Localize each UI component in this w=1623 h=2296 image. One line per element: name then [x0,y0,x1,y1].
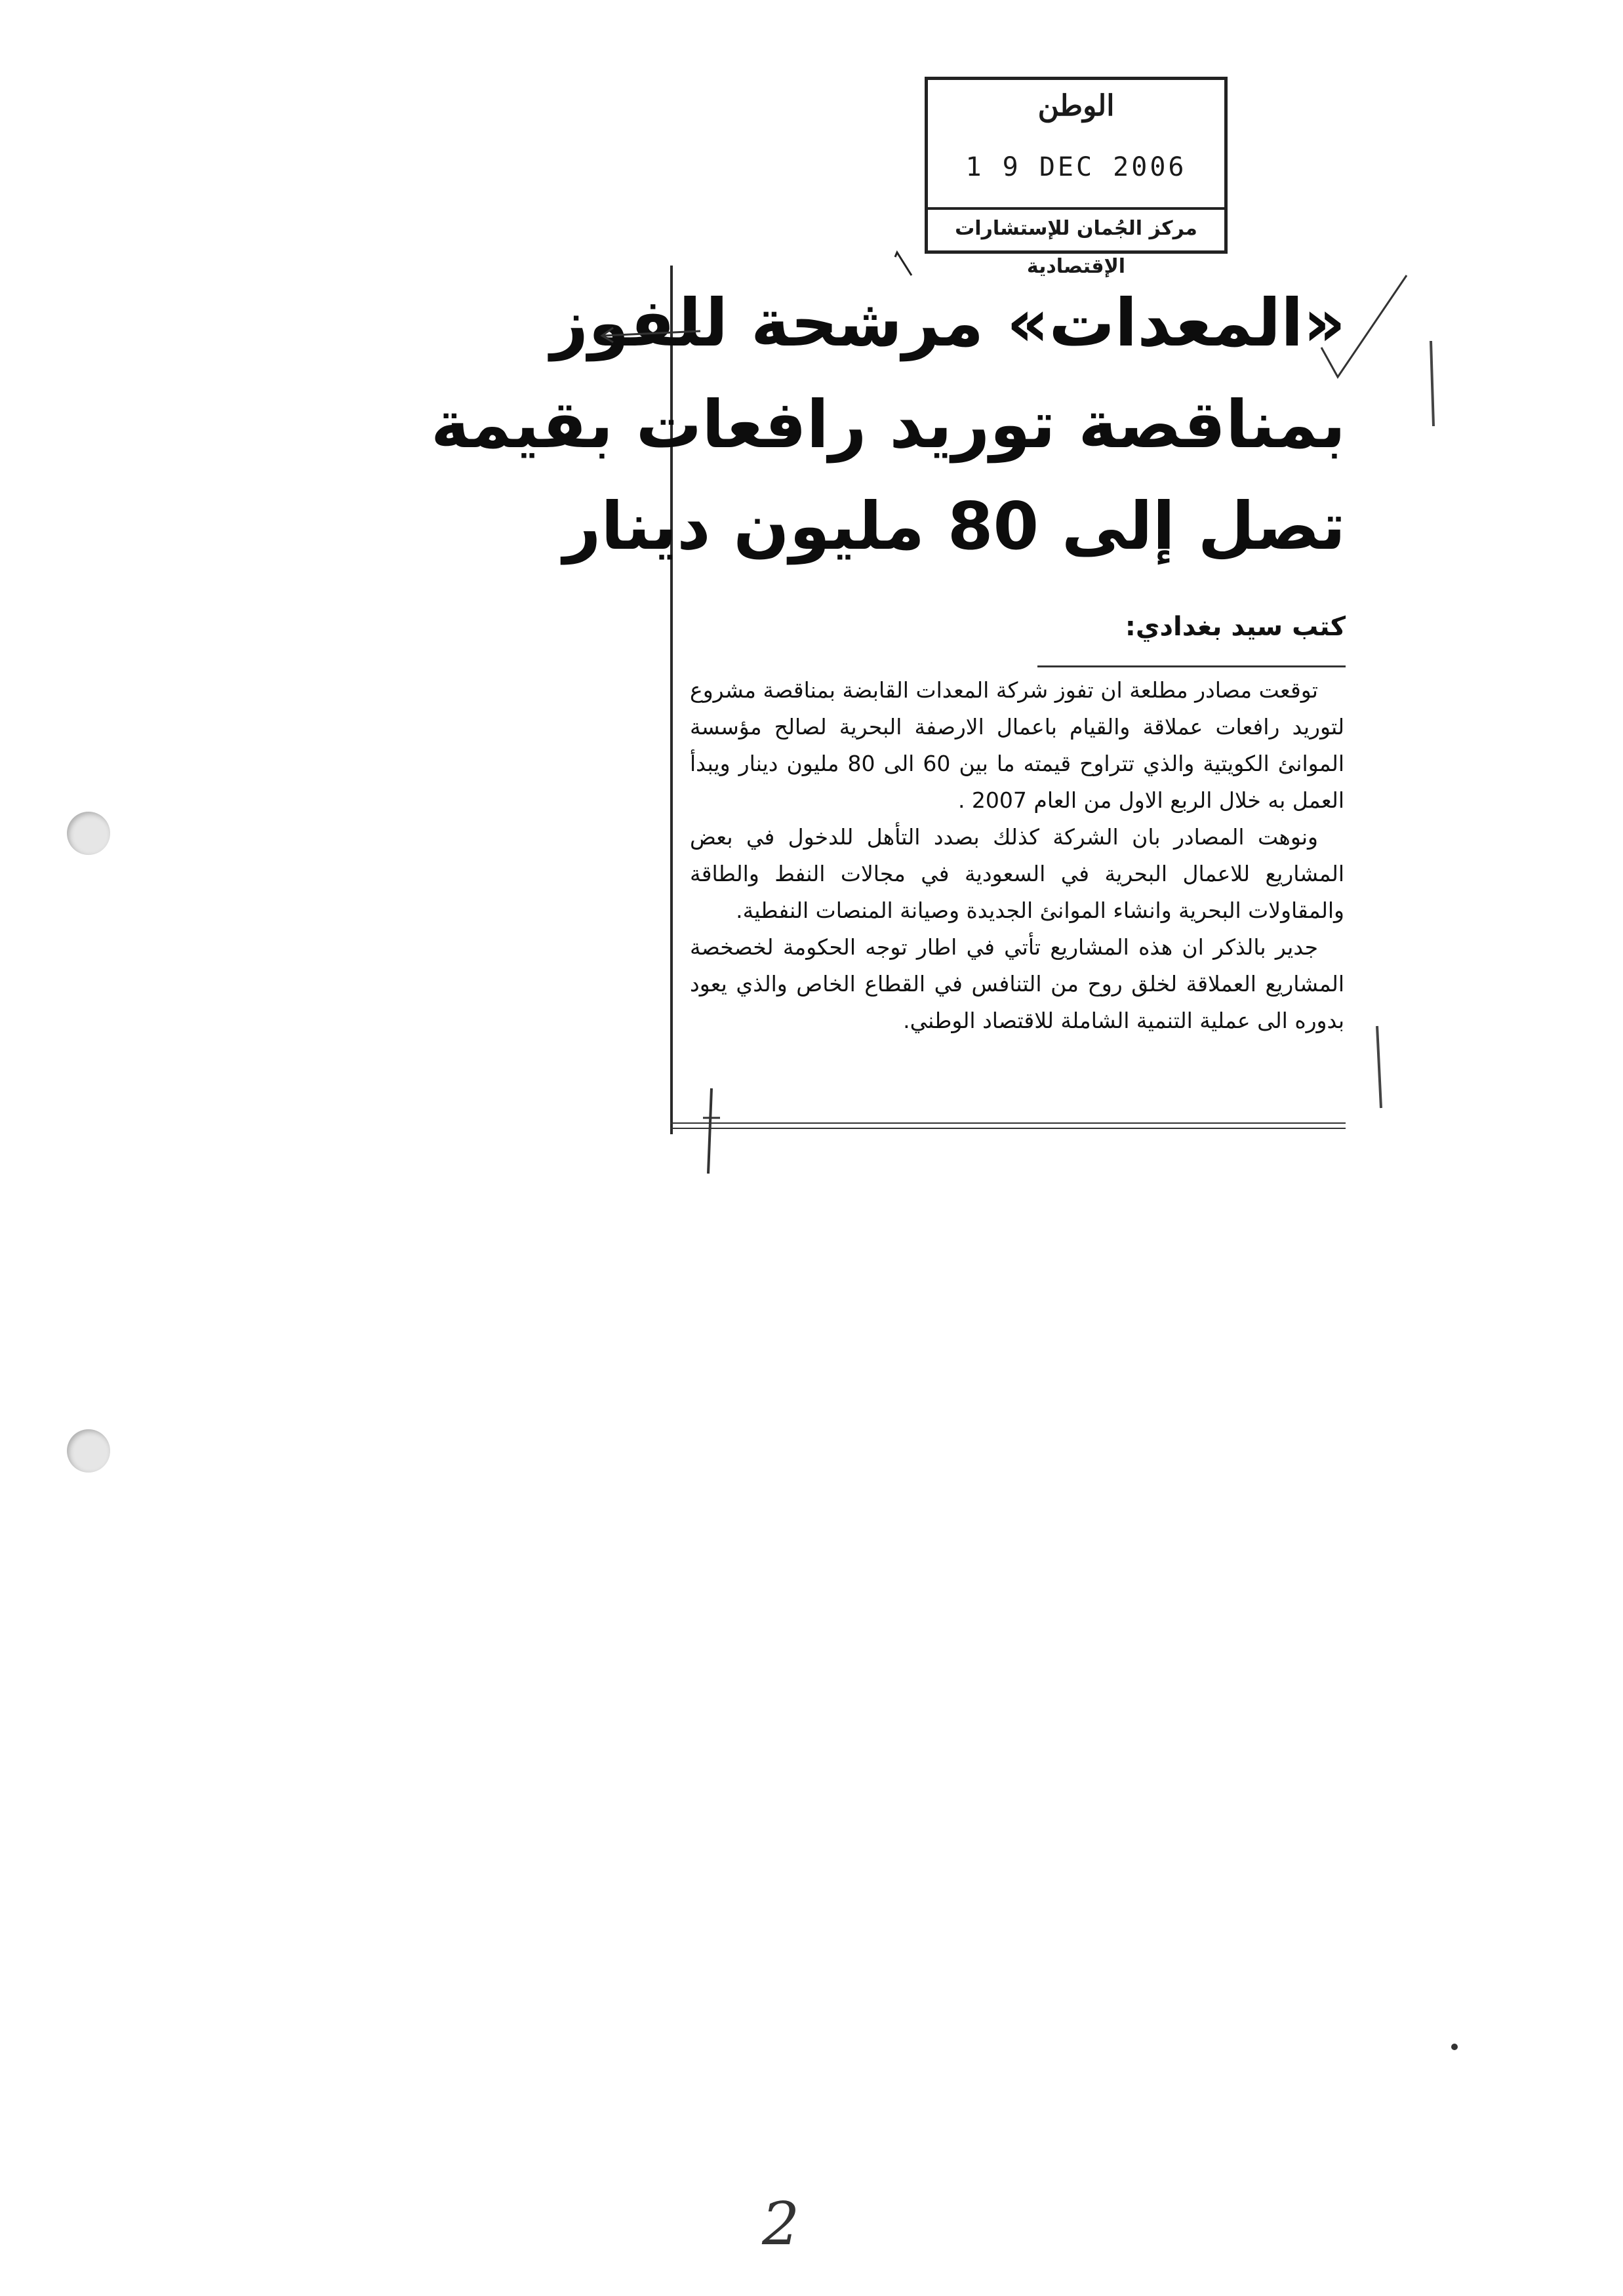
stamp-date: 1 9 DEC 2006 [965,152,1187,182]
stamp-agency: مركز الجُمان للإستشارات الإقتصادية [928,207,1224,250]
punch-hole [67,812,110,855]
stray-dot [1451,2044,1458,2050]
stamp-newspaper-name: الوطن [1037,89,1115,123]
clipping-bottom-rule [670,1122,1346,1129]
punch-hole [67,1429,110,1473]
headline-line: تصل إلى 80 مليون دينار [563,488,1346,564]
article-headline [430,272,1346,577]
article-byline: كتب سيد بغدادي: [1125,612,1346,642]
article-paragraph: توقعت مصادر مطلعة ان تفوز شركة المعدات القابضة بمناقصة مشروع لتوريد رافعات عملاقة والقيام باعمال الارصفة البحرية لصالح مؤسسة الموانئ الكويتية والذي تتراوح قيمته ما بين 60 الى 80 مليون دينار ويبدأ العمل به خلال الربع الاول من العام 2007 . [690,677,1345,813]
article-paragraph: ونوهت المصادر بان الشركة كذلك بصدد التأهل للدخول في بعض المشاريع للاعمال البحرية في السعودية في مجالات النفط والطاقة والمقاولات البحرية وانشاء الموانئ الجديدة وصيانة المنصات النفطية. [690,824,1344,923]
pen-stroke [1377,1026,1381,1108]
headline-line: بمناقصة توريد رافعات بقيمة [430,386,1346,463]
byline-divider [1037,665,1346,667]
page-number: 2 [762,2190,800,2259]
headline-line: «المعدات» مرشحة للفوز [550,285,1346,361]
pen-stroke [1431,341,1433,426]
article-body [690,672,1344,1039]
newspaper-stamp [925,77,1228,278]
article-paragraph: جدير بالذكر ان هذه المشاريع تأتي في اطار توجه الحكومة لخصخصة المشاريع العملاقة لخلق روح من التنافس في القطاع الخاص والذي يعود بدوره الى عملية التنمية الشاملة للاقتصاد الوطني. [690,934,1344,1033]
